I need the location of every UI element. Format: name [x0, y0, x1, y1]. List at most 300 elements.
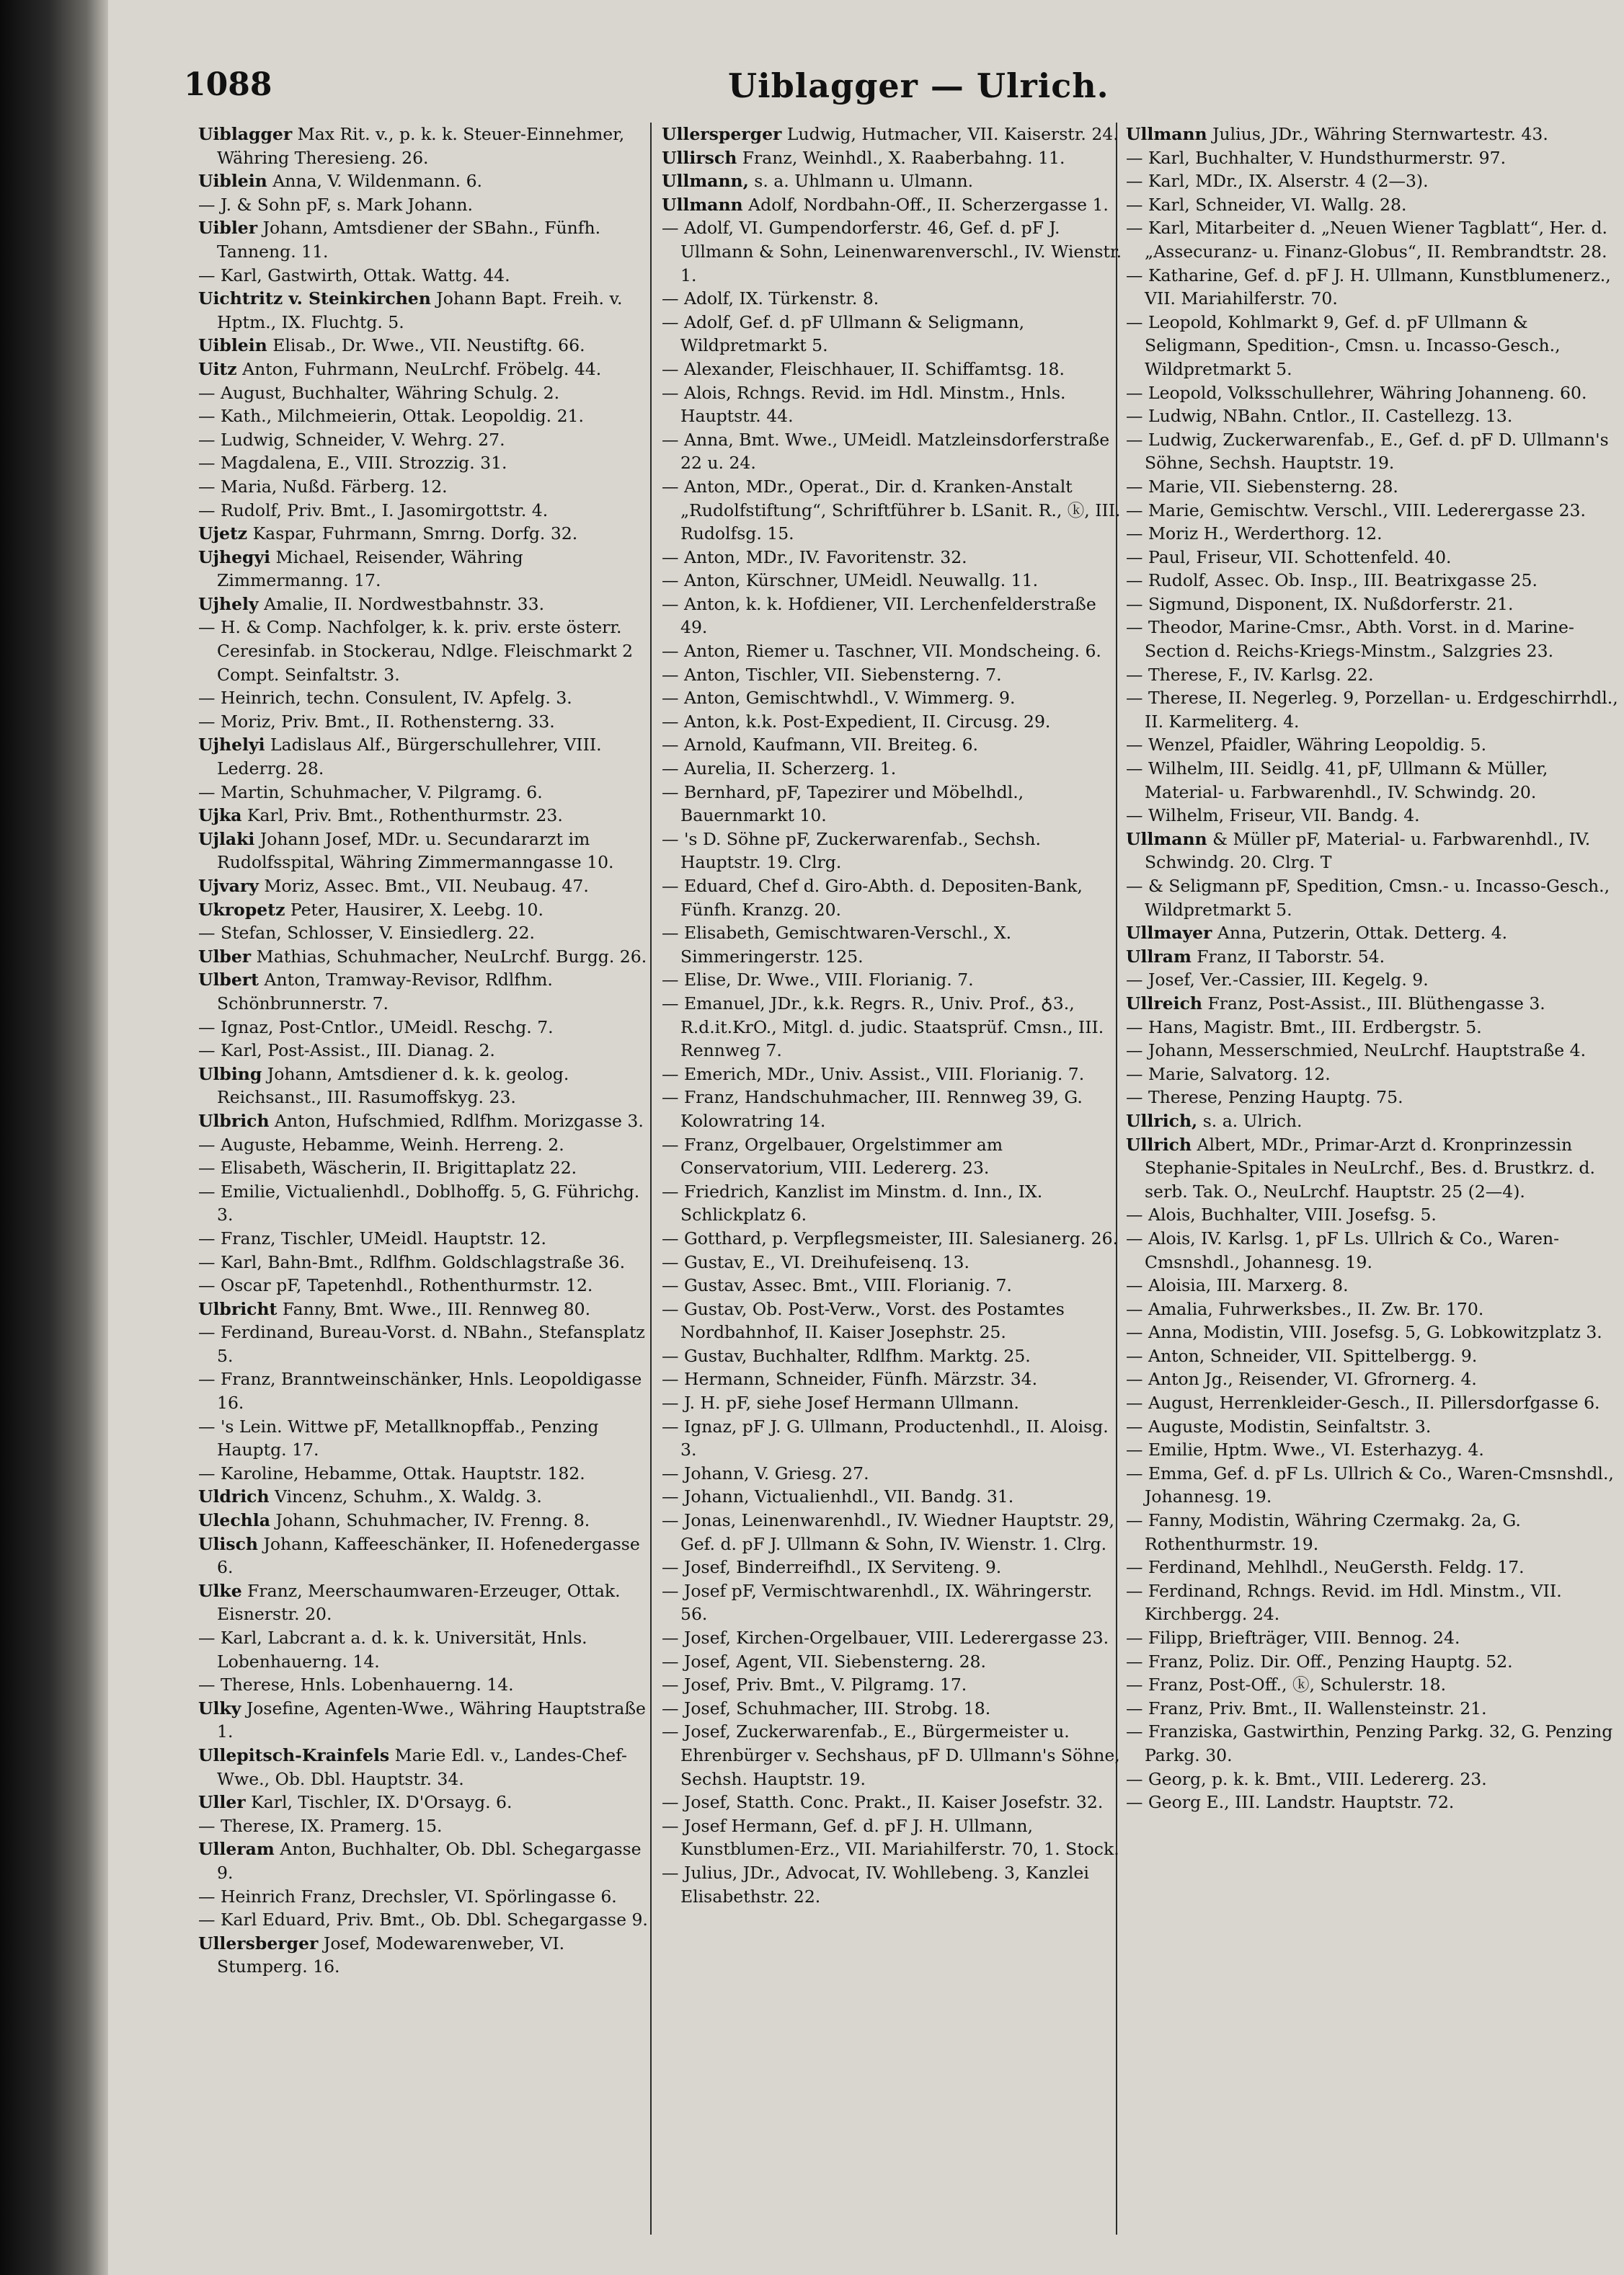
directory-entry — [198, 593, 660, 616]
entry-surname: Ulisch — [198, 1533, 258, 1554]
entry-text: — Franz, Branntweinschänker, Hnls. Leopoldigasse 16. — [198, 1369, 642, 1414]
directory-entry — [1126, 1462, 1623, 1509]
entry-text: — Ludwig, NBahn. Cntlor., II. Castellezg. 13. — [1126, 406, 1513, 427]
entry-text: — Karl, Bahn-Bmt., Rdlfhm. Goldschlagstraße 36. — [198, 1251, 626, 1272]
entry-text: — Julius, JDr., Advocat, IV. Wohllebeng. 3, Kanzlei Elisabethstr. 22. — [662, 1862, 1089, 1907]
entry-text: — Ignaz, pF J. G. Ullmann, Productenhdl., II. Aloisg. 3. — [662, 1416, 1109, 1460]
directory-entry — [662, 287, 1123, 311]
entry-text: — Hermann, Schneider, Fünfh. Märzstr. 34. — [662, 1369, 1038, 1390]
entry-text: — Therese, Hnls. Lobenhauerng. 14. — [198, 1675, 514, 1695]
entry-text: — Josef, Zuckerwarenfab., E., Bürgermeister u. Ehrenbürger v. Sechshaus, pF D. Ullmann's Söhne, Sechsh. Hauptstr. 19. — [662, 1721, 1120, 1789]
directory-entry — [1126, 757, 1623, 804]
entry-text: — Alois, IV. Karlsg. 1, pF Ls. Ullrich & Co., Waren-Cmsnshdl., Johannesg. 19. — [1126, 1228, 1560, 1272]
entry-text: — Anton, MDr., IV. Favoritenstr. 32. — [662, 546, 967, 567]
directory-entry — [1126, 146, 1623, 170]
directory-entry — [662, 1367, 1123, 1391]
directory-entry — [198, 1908, 660, 1932]
column-1 — [198, 123, 660, 2256]
entry-text: — Ignaz, Post-Cntlor., UMeidl. Reschg. 7. — [198, 1016, 554, 1037]
entry-text: — Gustav, Assec. Bmt., VIII. Florianig. 7. — [662, 1275, 1012, 1296]
entry-text: — Emilie, Hptm. Wwe., VI. Esterhazyg. 4. — [1126, 1440, 1484, 1460]
directory-entry — [198, 287, 660, 334]
directory-entry — [1126, 428, 1623, 475]
directory-entry — [198, 1063, 660, 1109]
entry-text: — Ludwig, Zuckerwarenfab., E., Gef. d. pF D. Ullmann's Söhne, Sechsh. Hauptstr. 19. — [1126, 429, 1609, 474]
entry-text: — Josef, Ver.-Cassier, III. Kegelg. 9. — [1126, 970, 1429, 990]
directory-entry — [1126, 546, 1623, 569]
directory-entry — [662, 1251, 1123, 1274]
entry-text: — Anna, Bmt. Wwe., UMeidl. Matzleinsdorferstraße 22 u. 24. — [662, 429, 1110, 474]
entry-text: — Anna, Modistin, VIII. Josefsg. 5, G. Lobkowitzplatz 3. — [1126, 1322, 1602, 1343]
running-title: Uiblagger — Ulrich. — [728, 66, 1109, 105]
directory-entry — [198, 1321, 660, 1367]
directory-entry — [198, 1180, 660, 1227]
directory-entry — [198, 1016, 660, 1039]
directory-entry — [1126, 1720, 1623, 1767]
directory-entry — [1126, 616, 1623, 662]
directory-entry — [1126, 522, 1623, 546]
entry-text: Fanny, Bmt. Wwe., III. Rennweg 80. — [277, 1298, 591, 1319]
entry-text: — Katharine, Gef. d. pF J. H. Ullmann, Kunstblumenerz., VII. Mariahilferstr. 70. — [1126, 265, 1611, 309]
directory-entry — [198, 1885, 660, 1909]
entry-text: — Magdalena, E., VIII. Strozzig. 31. — [198, 453, 507, 474]
entry-text: — August, Buchhalter, Währing Schulg. 2. — [198, 382, 560, 403]
entry-surname: Ujhegyi — [198, 546, 271, 567]
entry-text: Josef, Modewarenweber, VI. Stumperg. 16. — [217, 1933, 565, 1977]
entry-surname: Ujhely — [198, 593, 259, 614]
directory-entry — [662, 1485, 1123, 1509]
entry-text: Vincenz, Schuhm., X. Waldg. 3. — [269, 1486, 542, 1507]
entry-text: Anton, Tramway-Revisor, Rdlfhm. Schönbrunnerstr. 7. — [217, 970, 553, 1014]
directory-entry — [662, 1791, 1123, 1814]
directory-entry — [662, 1344, 1123, 1368]
entry-surname: Ulechla — [198, 1510, 270, 1531]
entry-text: — Georg E., III. Landstr. Hauptstr. 72. — [1126, 1792, 1455, 1813]
entry-text: — Adolf, VI. Gumpendorferstr. 46, Gef. d. pF J. Ullmann & Sohn, Leinenwarenverschl., IV. Wienstr. 1. — [662, 218, 1122, 285]
entry-text: — Emanuel, JDr., k.k. Regrs. R., Univ. Prof., ♁3., R.d.it.KrO., Mitgl. d. judic. Staatsprüf. Cmsn., III. Rennweg 7. — [662, 993, 1104, 1061]
column-3 — [1126, 123, 1623, 2256]
directory-entry — [198, 1626, 660, 1673]
directory-entry — [1126, 663, 1623, 687]
entry-surname: Ullram — [1126, 946, 1192, 967]
directory-entry — [1126, 1203, 1623, 1227]
entry-surname: Ullersperger — [662, 124, 782, 144]
directory-entry — [1126, 1791, 1623, 1814]
entry-surname: Uichtritz v. Steinkirchen — [198, 288, 431, 309]
directory-entry — [1126, 1086, 1623, 1109]
directory-entry — [1126, 499, 1623, 523]
entry-surname: Ulber — [198, 946, 252, 967]
entry-text: — Emma, Gef. d. pF Ls. Ullrich & Co., Waren-Cmsnshdl., Johannesg. 19. — [1126, 1463, 1614, 1507]
entry-text: — Anton, Schneider, VII. Spittelbergg. 9. — [1126, 1345, 1478, 1366]
entry-text: s. a. Ulrich. — [1197, 1110, 1303, 1131]
entry-text: Johann, Schuhmacher, IV. Frenng. 8. — [270, 1510, 590, 1531]
entry-text: Anton, Fuhrmann, NeuLrchf. Fröbelg. 44. — [236, 358, 602, 379]
directory-entry — [662, 1298, 1123, 1344]
entry-text: — Anton, Riemer u. Taschner, VII. Mondscheing. 6. — [662, 641, 1101, 662]
entry-surname: Ujlaki — [198, 828, 255, 849]
directory-entry — [662, 1650, 1123, 1674]
directory-entry — [1126, 1673, 1623, 1697]
directory-entry — [662, 475, 1123, 546]
directory-entry — [198, 1837, 660, 1884]
directory-entry — [198, 1367, 660, 1414]
column-2 — [662, 123, 1123, 2256]
entry-text: — Franz, Handschuhmacher, III. Rennweg 39, G. Kolowratring 14. — [662, 1087, 1083, 1131]
entry-text: — Josef Hermann, Gef. d. pF J. H. Ullmann, Kunstblumen-Erz., VII. Mariahilferstr. 70, 1. Stock. — [662, 1815, 1119, 1860]
entry-text: — Anton, Gemischtwhdl., V. Wimmerg. 9. — [662, 688, 1016, 709]
entry-text: — Franziska, Gastwirthin, Penzing Parkg. 32, G. Penzing Parkg. 30. — [1126, 1721, 1613, 1765]
directory-entry — [198, 358, 660, 381]
directory-entry — [198, 686, 660, 710]
directory-entry — [662, 968, 1123, 992]
entry-text: Johann, Amtsdiener d. k. k. geolog. Reichsanst., III. Rasumoffskyg. 23. — [217, 1063, 569, 1108]
entry-text: — Wilhelm, III. Seidlg. 41, pF, Ullmann & Müller, Material- u. Farbwarenhdl., IV. Schwindg. 20. — [1126, 758, 1548, 802]
directory-entry — [662, 1133, 1123, 1180]
directory-entry — [1126, 123, 1623, 146]
entry-text: Franz, II Taborstr. 54. — [1191, 946, 1385, 967]
entry-text: — & Seligmann pF, Spedition, Cmsn.- u. Incasso-Gesch., Wildpretmarkt 5. — [1126, 876, 1610, 920]
directory-entry — [198, 428, 660, 452]
directory-entry — [198, 1109, 660, 1133]
directory-entry — [198, 522, 660, 546]
directory-entry — [662, 193, 1123, 217]
directory-entry — [198, 1227, 660, 1251]
entry-text: — Aloisia, III. Marxerg. 8. — [1126, 1275, 1349, 1296]
directory-entry — [662, 381, 1123, 428]
entry-surname: Uitz — [198, 358, 237, 379]
entry-text: — Johann, Victualienhdl., VII. Bandg. 31. — [662, 1486, 1014, 1507]
entry-text: Elisab., Dr. Wwe., VII. Neustiftg. 66. — [267, 335, 585, 356]
entry-surname: Ulbricht — [198, 1298, 278, 1319]
entry-text: — Gustav, Ob. Post-Verw., Vorst. des Postamtes Nordbahnhof, II. Kaiser Josephstr. 25. — [662, 1298, 1065, 1343]
entry-surname: Ulbert — [198, 970, 259, 990]
entry-text: — 's D. Söhne pF, Zuckerwarenfab., Sechsh. Hauptstr. 19. Clrg. — [662, 828, 1041, 873]
directory-entry — [662, 311, 1123, 358]
entry-text: — Kath., Milchmeierin, Ottak. Leopoldig. 21. — [198, 406, 584, 427]
directory-entry — [1126, 1391, 1623, 1415]
entry-text: Ladislaus Alf., Bürgerschullehrer, VIII. Lederrg. 28. — [217, 735, 602, 779]
directory-entry — [198, 968, 660, 1015]
directory-entry — [1126, 1133, 1623, 1204]
directory-entry — [662, 569, 1123, 593]
directory-entry — [662, 593, 1123, 639]
directory-entry — [198, 616, 660, 686]
entry-surname: Ulke — [198, 1580, 242, 1601]
entry-text: — Jonas, Leinenwarenhdl., IV. Wiedner Hauptstr. 29, Gef. d. pF J. Ullmann & Sohn, IV. Wienstr. 1. Clrg. — [662, 1510, 1115, 1554]
directory-entry — [1126, 686, 1623, 733]
directory-entry — [662, 1391, 1123, 1415]
directory-entry — [198, 193, 660, 217]
entry-text: Ludwig, Hutmacher, VII. Kaiserstr. 24. — [781, 124, 1119, 144]
directory-entry — [1126, 193, 1623, 217]
directory-entry — [662, 1180, 1123, 1227]
directory-entry — [1126, 1274, 1623, 1298]
entry-text: Mathias, Schuhmacher, NeuLrchf. Burgg. 26. — [251, 946, 647, 967]
entry-surname: Uldrich — [198, 1486, 270, 1507]
entry-text: — Paul, Friseur, VII. Schottenfeld. 40. — [1126, 546, 1452, 567]
entry-text: — Alexander, Fleischhauer, II. Schiffamtsg. 18. — [662, 358, 1065, 379]
entry-text: — Therese, II. Negerleg. 9, Porzellan- u. Erdgeschirrhdl., II. Karmeliterg. 4. — [1126, 688, 1618, 732]
directory-entry — [198, 733, 660, 780]
entry-text: — Rudolf, Priv. Bmt., I. Jasomirgottstr. 4. — [198, 500, 549, 520]
entry-text: Michael, Reisender, Währing Zimmermanng. 17. — [217, 546, 523, 591]
directory-entry — [198, 1133, 660, 1157]
entry-text: — Moriz, Priv. Bmt., II. Rothensterng. 33. — [198, 711, 555, 732]
directory-entry — [662, 1509, 1123, 1556]
directory-entry — [1126, 1556, 1623, 1579]
directory-entry — [198, 499, 660, 523]
directory-entry — [198, 828, 660, 874]
entry-text: — Heinrich Franz, Drechsler, VI. Spörlingasse 6. — [198, 1886, 617, 1907]
directory-entry — [662, 169, 1123, 193]
directory-entry — [1126, 804, 1623, 828]
directory-entry — [1126, 404, 1623, 428]
directory-entry — [198, 123, 660, 169]
directory-entry — [198, 1814, 660, 1838]
directory-entry — [198, 804, 660, 828]
entry-surname: Ukropetz — [198, 899, 285, 920]
entry-text: Johann Bapt. Freih. v. Hptm., IX. Fluchtg. 5. — [217, 288, 623, 332]
directory-entry — [1126, 311, 1623, 381]
entry-text: — Gotthard, p. Verpflegsmeister, III. Salesianerg. 26. — [662, 1228, 1119, 1249]
entry-surname: Ujka — [198, 805, 242, 826]
entry-text: — Anton, Tischler, VII. Siebensterng. 7. — [662, 664, 1002, 685]
directory-entry — [1126, 1768, 1623, 1791]
directory-entry — [1126, 1321, 1623, 1344]
directory-entry — [1126, 216, 1623, 263]
entry-text: — J. & Sohn pF, s. Mark Johann. — [198, 194, 473, 215]
entry-surname: Ullrich, — [1126, 1110, 1198, 1131]
directory-entry — [662, 1814, 1123, 1861]
entry-text: — Hans, Magistr. Bmt., III. Erdbergstr. 5. — [1126, 1016, 1482, 1037]
entry-text: & Müller pF, Material- u. Farbwarenhdl., IV. Schwindg. 20. Clrg. T — [1145, 828, 1591, 873]
directory-entry — [662, 710, 1123, 734]
directory-entry — [198, 945, 660, 969]
directory-entry — [198, 1485, 660, 1509]
entry-text: — Josef, Agent, VII. Siebensterng. 28. — [662, 1651, 986, 1672]
directory-entry — [1126, 1697, 1623, 1721]
entry-text: — Karl Eduard, Priv. Bmt., Ob. Dbl. Schegargasse 9. — [198, 1910, 648, 1930]
directory-entry — [662, 992, 1123, 1063]
entry-text: s. a. Uhlmann u. Ulmann. — [748, 171, 974, 192]
entry-text: — Anton, MDr., Operat., Dir. d. Kranken-Anstalt „Rudolfstiftung“, Schriftführer b. LSanit. R., ⓚ, III. Rudolfsg. 15. — [662, 476, 1121, 544]
entry-surname: Ujvary — [198, 876, 259, 896]
entry-text: Franz, Post-Assist., III. Blüthengasse 3. — [1202, 993, 1545, 1014]
entry-text: — Gustav, Buchhalter, Rdlfhm. Marktg. 25. — [662, 1345, 1031, 1366]
entry-text: — Eduard, Chef d. Giro-Abth. d. Depositen-Bank, Fünfh. Kranzg. 20. — [662, 876, 1083, 920]
directory-entry — [198, 874, 660, 898]
entry-text: — Emerich, MDr., Univ. Assist., VIII. Florianig. 7. — [662, 1063, 1085, 1084]
entry-surname: Ulky — [198, 1698, 241, 1719]
entry-text: — Josef, Priv. Bmt., V. Pilgramg. 17. — [662, 1675, 967, 1695]
entry-surname: Uiblagger — [198, 124, 293, 144]
entry-text: — Filipp, Briefträger, VIII. Bennog. 24. — [1126, 1628, 1460, 1648]
entry-text: Johann Josef, MDr. u. Secundararzt im Rudolfsspital, Währing Zimmermanngasse 10. — [217, 828, 614, 873]
directory-entry — [662, 546, 1123, 569]
entry-text: — 's Lein. Wittwe pF, Metallknopffab., Penzing Hauptg. 17. — [198, 1416, 599, 1460]
directory-entry — [662, 921, 1123, 968]
directory-entry — [198, 1274, 660, 1298]
entry-text: — Therese, Penzing Hauptg. 75. — [1126, 1087, 1403, 1108]
entry-text: — Martin, Schuhmacher, V. Pilgramg. 6. — [198, 781, 543, 802]
entry-text: — Karl, Schneider, VI. Wallg. 28. — [1126, 194, 1407, 215]
directory-entry — [662, 1861, 1123, 1908]
directory-entry — [1126, 1227, 1623, 1274]
entry-text: — Anton, k.k. Post-Expedient, II. Circusg. 29. — [662, 711, 1051, 732]
entry-text: Adolf, Nordbahn-Off., II. Scherzergasse 1. — [742, 194, 1109, 215]
entry-text: — Elisabeth, Gemischtwaren-Verschl., X. Simmeringerstr. 125. — [662, 923, 1012, 967]
entry-text: Julius, JDr., Währing Sternwartestr. 43. — [1207, 124, 1548, 144]
directory-entry — [1126, 992, 1623, 1016]
directory-entry — [1126, 593, 1623, 616]
entry-text: — Marie, Salvatorg. 12. — [1126, 1063, 1331, 1084]
directory-entry — [662, 1556, 1123, 1579]
entry-text: — Karl, Mitarbeiter d. „Neuen Wiener Tagblatt“, Her. d. „Assecuranz- u. Finanz-Globus“, II. Rembrandtstr. 28. — [1126, 218, 1608, 262]
entry-text: — Moriz H., Werderthorg. 12. — [1126, 523, 1383, 544]
entry-surname: Ullmann — [1126, 124, 1207, 144]
directory-entry — [198, 451, 660, 475]
entry-text: Anna, V. Wildenmann. 6. — [267, 171, 482, 192]
entry-text: — Franz, Orgelbauer, Orgelstimmer am Conservatorium, VIII. Ledererg. 23. — [662, 1134, 1003, 1179]
entry-text: — H. & Comp. Nachfolger, k. k. priv. erste österr. Ceresinfab. in Stockerau, Ndlge. Fleischmarkt 2 Compt. Seinfaltstr. 3. — [198, 617, 634, 685]
directory-entry — [1126, 1415, 1623, 1439]
entry-text: — Anton Jg., Reisender, VI. Gfrornerg. 4. — [1126, 1369, 1477, 1390]
entry-text: Amalie, II. Nordwestbahnstr. 33. — [258, 593, 545, 614]
directory-entry — [1126, 874, 1623, 921]
page-number: 1088 — [184, 66, 272, 103]
entry-surname: Uller — [198, 1792, 246, 1813]
directory-entry — [662, 1274, 1123, 1298]
entry-text: — Oscar pF, Tapetenhdl., Rothenthurmstr. 12. — [198, 1275, 593, 1296]
directory-entry — [1126, 169, 1623, 193]
entry-text: — Josef, Kirchen-Orgelbauer, VIII. Lederergasse 23. — [662, 1628, 1109, 1648]
directory-entry — [1126, 475, 1623, 499]
entry-text: Anna, Putzerin, Ottak. Detterg. 4. — [1212, 923, 1508, 944]
entry-text: Karl, Priv. Bmt., Rothenthurmstr. 23. — [241, 805, 563, 826]
directory-entry — [1126, 1039, 1623, 1063]
entry-text: — Karoline, Hebamme, Ottak. Hauptstr. 182. — [198, 1463, 585, 1484]
entry-text: — Ferdinand, Rchngs. Revid. im Hdl. Minstm., VII. Kirchbergg. 24. — [1126, 1580, 1562, 1625]
entry-text: — Franz, Poliz. Dir. Off., Penzing Hauptg. 52. — [1126, 1651, 1513, 1672]
entry-surname: Ullmann, — [662, 171, 749, 192]
entry-text: — Josef, Statth. Conc. Prakt., II. Kaiser Josefstr. 32. — [662, 1792, 1104, 1813]
directory-entry — [198, 1791, 660, 1814]
entry-text: — Heinrich, techn. Consulent, IV. Apfelg. 3. — [198, 688, 572, 709]
entry-text: Kaspar, Fuhrmann, Smrng. Dorfg. 32. — [247, 523, 578, 544]
entry-text: — J. H. pF, siehe Josef Hermann Ullmann. — [662, 1393, 1019, 1414]
entry-surname: Ullepitsch-Krainfels — [198, 1744, 390, 1765]
entry-text: — Johann, V. Griesg. 27. — [662, 1463, 869, 1484]
directory-entry — [198, 1533, 660, 1579]
entry-text: — Georg, p. k. k. Bmt., VIII. Ledererg. 23. — [1126, 1768, 1487, 1789]
directory-entry — [1126, 1344, 1623, 1368]
entry-surname: Ujhelyi — [198, 735, 265, 755]
entry-text: — Marie, Gemischtw. Verschl., VIII. Lederergasse 23. — [1126, 500, 1586, 520]
directory-entry — [198, 710, 660, 734]
entry-surname: Ullrich — [1126, 1134, 1192, 1155]
entry-text: — Emilie, Victualienhdl., Doblhoffg. 5, G. Führichg. 3. — [198, 1181, 640, 1225]
entry-text: — Franz, Priv. Bmt., II. Wallensteinstr. 21. — [1126, 1698, 1487, 1719]
entry-text: — Karl, Buchhalter, V. Hundsthurmerstr. 97. — [1126, 147, 1507, 168]
entry-surname: Ullmann — [662, 194, 743, 215]
directory-entry — [198, 1462, 660, 1486]
entry-text: — Adolf, IX. Türkenstr. 8. — [662, 288, 879, 309]
directory-entry — [662, 1626, 1123, 1650]
entry-surname: Ulbrich — [198, 1110, 270, 1131]
directory-entry — [1126, 381, 1623, 405]
entry-text: — Rudolf, Assec. Ob. Insp., III. Beatrixgasse 25. — [1126, 570, 1538, 591]
entry-text: — Josef, Binderreifhdl., IX Serviteng. 9. — [662, 1557, 1002, 1578]
entry-text: — Leopold, Volksschullehrer, Währing Johanneng. 60. — [1126, 382, 1587, 403]
directory-entry — [662, 358, 1123, 381]
entry-text: — August, Herrenkleider-Gesch., II. Pillersdorfgasse 6. — [1126, 1393, 1600, 1414]
page-header — [94, 66, 1514, 117]
entry-surname: Ujetz — [198, 523, 248, 544]
directory-entry — [662, 216, 1123, 287]
directory-entry — [662, 1227, 1123, 1251]
entry-surname: Ullreich — [1126, 993, 1203, 1014]
entry-text: Karl, Tischler, IX. D'Orsayg. 6. — [245, 1792, 513, 1813]
directory-entry — [662, 1720, 1123, 1791]
entry-surname: Ulbing — [198, 1063, 262, 1084]
entry-text: Moriz, Assec. Bmt., VII. Neubaug. 47. — [258, 876, 589, 896]
directory-entry — [1126, 921, 1623, 945]
directory-entry — [662, 874, 1123, 921]
entry-text: — Fanny, Modistin, Währing Czermakg. 2a, G. Rothenthurmstr. 19. — [1126, 1510, 1521, 1554]
entry-text: Franz, Weinhdl., X. Raaberbahng. 11. — [737, 147, 1065, 168]
directory-entry — [662, 428, 1123, 475]
entry-text: — Leopold, Kohlmarkt 9, Gef. d. pF Ullmann & Seligmann, Spedition-, Cmsn. u. Incasso-Gesch., Wildpretmarkt 5. — [1126, 311, 1561, 379]
entry-text: Albert, MDr., Primar-Arzt d. Kronprinzessin Stephanie-Spitales in NeuLrchf., Bes. d. Brustkrz. d. serb. Tak. O., NeuLrchf. Hauptstr. 25 (2—4). — [1145, 1134, 1595, 1202]
entry-text: — Theodor, Marine-Cmsr., Abth. Vorst. in d. Marine-Section d. Reichs-Kriegs-Minstm., Salzgries 23. — [1126, 617, 1574, 662]
entry-surname: Ullirsch — [662, 147, 737, 168]
directory-entry — [662, 828, 1123, 874]
directory-entry — [1126, 264, 1623, 311]
entry-text: Johann, Kaffeeschänker, II. Hofenedergasse 6. — [217, 1533, 640, 1578]
directory-entry — [662, 146, 1123, 170]
entry-text: Franz, Meerschaumwaren-Erzeuger, Ottak. Eisnerstr. 20. — [217, 1580, 621, 1625]
directory-entry — [198, 216, 660, 263]
entry-text: — Aurelia, II. Scherzerg. 1. — [662, 758, 897, 779]
entry-text: — Amalia, Fuhrwerksbes., II. Zw. Br. 170. — [1126, 1298, 1484, 1319]
entry-text: Anton, Hufschmied, Rdlfhm. Morizgasse 3. — [269, 1110, 644, 1131]
directory-entry — [1126, 1367, 1623, 1391]
directory-entry — [1126, 1438, 1623, 1462]
directory-entry — [662, 663, 1123, 687]
directory-entry — [662, 757, 1123, 781]
directory-entry — [1126, 945, 1623, 969]
entry-text: — Friedrich, Kanzlist im Minstm. d. Inn., IX. Schlickplatz 6. — [662, 1181, 1043, 1225]
entry-text: Peter, Hausirer, X. Leebg. 10. — [285, 899, 543, 920]
directory-entry — [662, 1673, 1123, 1697]
directory-entry — [662, 123, 1123, 146]
directory-entry — [198, 546, 660, 593]
directory-entry — [1126, 828, 1623, 874]
directory-entry — [1126, 1509, 1623, 1556]
entry-text: — Marie, VII. Siebensterng. 28. — [1126, 476, 1398, 497]
book-spine-shadow — [0, 0, 108, 2275]
directory-entry — [198, 1579, 660, 1626]
entry-text: — Karl, Labcrant a. d. k. k. Universität, Hnls. Lobenhauerng. 14. — [198, 1628, 587, 1672]
directory-entry — [1126, 1016, 1623, 1039]
directory-entry — [662, 639, 1123, 663]
entry-text: — Sigmund, Disponent, IX. Nußdorferstr. 21. — [1126, 593, 1514, 614]
entry-text: — Elisabeth, Wäscherin, II. Brigittaplatz 22. — [198, 1158, 577, 1179]
entry-text: — Maria, Nußd. Färberg. 12. — [198, 476, 448, 497]
directory-entry — [198, 1932, 660, 1979]
directory-entry — [662, 1415, 1123, 1462]
